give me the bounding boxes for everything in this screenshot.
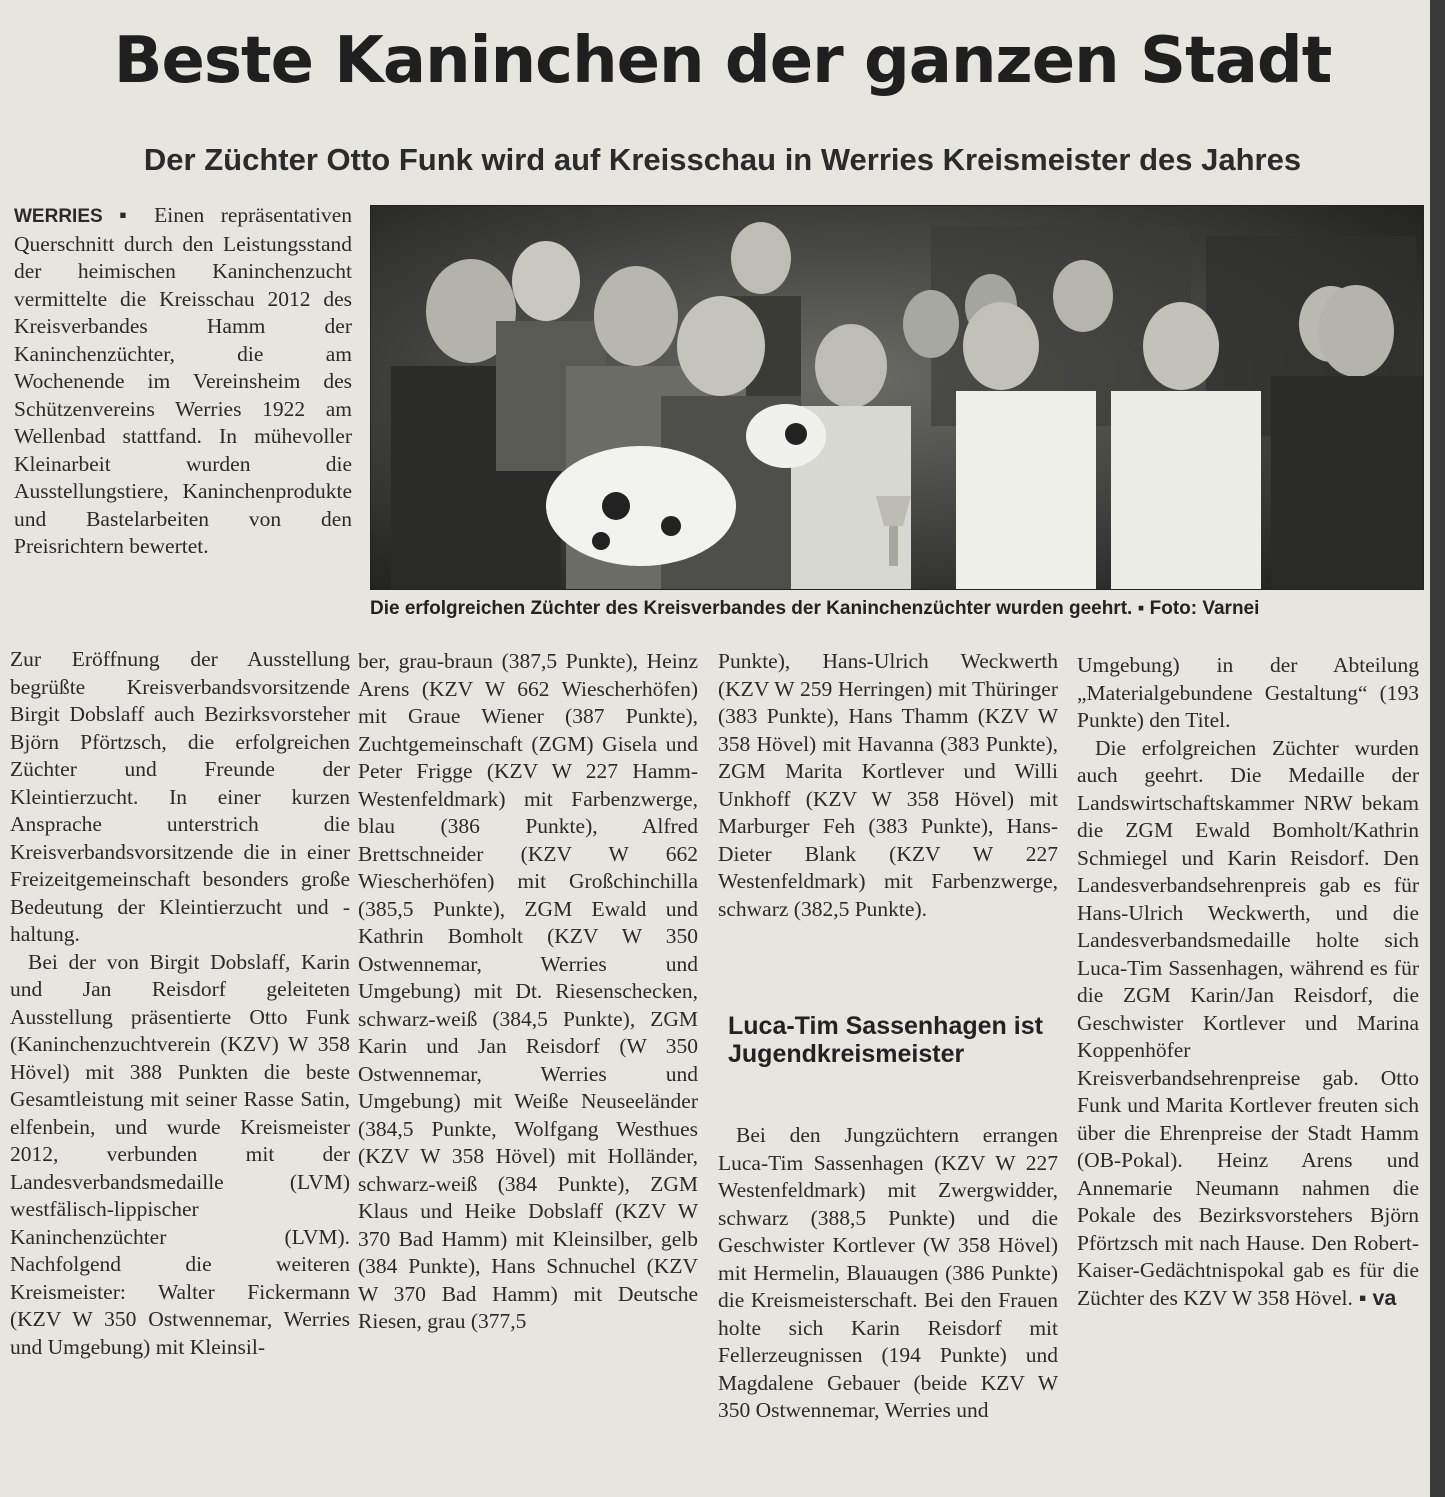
section-subheading: Luca-Tim Sassenhagen ist Jugendkreismeister: [728, 1012, 1043, 1068]
headline: Beste Kaninchen der ganzen Stadt: [113, 24, 1332, 98]
dateline-separator: ▪: [119, 203, 138, 227]
paragraph-column-3: Punkte), Hans-Ulrich Weckwerth (KZV W 259 Herringen) mit Thüringer (383 Punkte), Hans Thamm (KZV W 358 Hövel) mit Havanna (383 Punkte), ZGM Marita Kortlever und Willi Unkhoff (KZV W 358 Hövel) mit Marburger Feh (383 Punkte), Hans-Dieter Blank (KZV W 227 Westenfeldmark) mit Farbenzwerge, schwarz (382,5 Punkte).: [718, 649, 1058, 921]
dateline: WERRIES: [14, 206, 103, 227]
article-column-3-top: [718, 648, 1058, 923]
article-column-2: [358, 648, 698, 1336]
paragraph-opening-ceremony: Zur Eröffnung der Ausstellung begrüßte Kreisverbandsvorsitzende Birgit Dobslaff auch Bezirksvorsteher Björn Pförtzsch, die erfolgreichen Züchter und Freunde der Kleintierzucht. In einer kurzen Ansprache unterstrich die Kreisverbandsvorsitzende die in einer Freizeitgemeinschaft besonders große Bedeutung der Kleintierzucht und -haltung.: [10, 647, 350, 946]
article-photo: [370, 205, 1424, 590]
paragraph-youth-breeders: Bei den Jungzüchtern errangen Luca-Tim Sassenhagen (KZV W 227 Westenfeldmark) mit Zwergwidder, schwarz (388,5 Punkte) und die Geschwister Kortlever (W 358 Hövel) mit Hermelin, Blauaugen (386 Punkte) die Kreismeisterschaft. Bei den Frauen holte sich Karin Reisdorf mit Fellerzeugnissen (194 Punkte) und Magdalene Gebauer (beide KZV W 350 Ostwennemar, Werries und: [718, 1123, 1058, 1422]
paragraph-column-2: ber, grau-braun (387,5 Punkte), Heinz Arens (KZV W 662 Wiescherhöfen) mit Graue Wiener (387 Punkte), Zuchtgemeinschaft (ZGM) Gisela und Peter Frigge (KZV W 227 Hamm-Westenfeldmark) mit Farbenzwerge, blau (386 Punkte), Alfred Brettschneider (KZV W 662 Wiescherhöfen) mit Großchinchilla (385,5 Punkte), ZGM Ewald und Kathrin Bomholt (KZV W 350 Ostwennemar, Werries und Umgebung) mit Dt. Riesenschecken, schwarz-weiß (384,5 Punkte), ZGM Karin und Jan Reisdorf (W 350 Ostwennemar, Werries und Umgebung) mit Weiße Neuseeländer (384,5 Punkte, Wolfgang Westhues (KZV W 358 Hövel) mit Holländer, schwarz-weiß (384 Punkte), ZGM Klaus und Heike Dobslaff (KZV W 370 Bad Hamm) mit Kleinsilber, gelb (384 Punkte), Hans Schnuchel (KZV W 370 Bad Hamm) mit Deutsche Riesen, grau (377,5: [358, 649, 698, 1333]
article-column-1-top: [14, 202, 352, 561]
photo-illustration: [371, 206, 1423, 589]
scan-edge: [1430, 0, 1445, 1497]
photo-caption: Die erfolgreichen Züchter des Kreisverbandes der Kaninchenzüchter wurden geehrt. ▪ Foto: Varnei: [370, 598, 1260, 619]
article-column-4: [1077, 652, 1419, 1312]
lead-text: Einen repräsentativen Querschnitt durch den Leistungsstand der heimischen Kaninchenzucht vermittelte die Kreisschau 2012 des Kreisverbandes Hamm der Kaninchenzüchter, die am Wochenende im Vereinsheim des Schützenvereins Werries 1922 am Wellenbad stattfand. In mühevoller Kleinarbeit wurden die Ausstellungstiere, Kaninchenprodukte und Bastelarbeiten von den Preisrichtern bewertet.: [14, 203, 353, 558]
subheadline: Der Züchter Otto Funk wird auf Kreisschau in Werries Kreismeister des Jahres: [143, 142, 1302, 177]
lead-paragraph: [14, 202, 352, 561]
article-column-1-bottom: [10, 646, 350, 1361]
paragraph-honors: [1077, 735, 1419, 1313]
author-signature: ▪ va: [1352, 1285, 1397, 1310]
honors-text: Die erfolgreichen Züchter wurden auch geehrt. Die Medaille der Landswirtschaftskammer NRW bekam die ZGM Ewald Bomholt/Kathrin Schmiegel und Karin Reisdorf. Den Landesverbandsehrenpreis gab es für Hans-Ulrich Weckwerth, und die Landesverbandsmedaille holte sich Luca-Tim Sassenhagen, während es für die ZGM Karin/Jan Reisdorf, die Geschwister Kortlever und Marina Koppenhöfer Kreisverbandsehrenpreise gab. Otto Funk und Marita Kortlever freuten sich über die Ehrenpreise der Stadt Hamm (OB-Pokal). Heinz Arens und Annemarie Neumann nahmen die Pokale des Bezirksvorstehers Björn Pförtzsch mit nach Hause. Den Robert-Kaiser-Gedächtnispokal gab es für die Züchter des KZV W 358 Hövel.: [1077, 735, 1419, 1310]
article-column-3-bottom: [718, 1122, 1058, 1425]
paragraph-column-4-top: Umgebung) in der Abteilung „Materialgebundene Gestaltung“ (193 Punkte) den Titel.: [1077, 653, 1419, 732]
paragraph-results: Bei der von Birgit Dobslaff, Karin und Jan Reisdorf geleiteten Ausstellung präsentierte Otto Funk (Kaninchenzuchtverein (KZV) W 358 Hövel) mit 388 Punkten die beste Gesamtleistung mit seiner Rasse Satin, elfenbein, und wurde Kreismeister 2012, verbunden mit der Landesverbandsmedaille (LVM) westfälisch-lippischer Kaninchenzüchter (LVM). Nachfolgend die weiteren Kreismeister: Walter Fickermann (KZV W 350 Ostwennemar, Werries und Umgebung) mit Kleinsil-: [10, 949, 350, 1359]
